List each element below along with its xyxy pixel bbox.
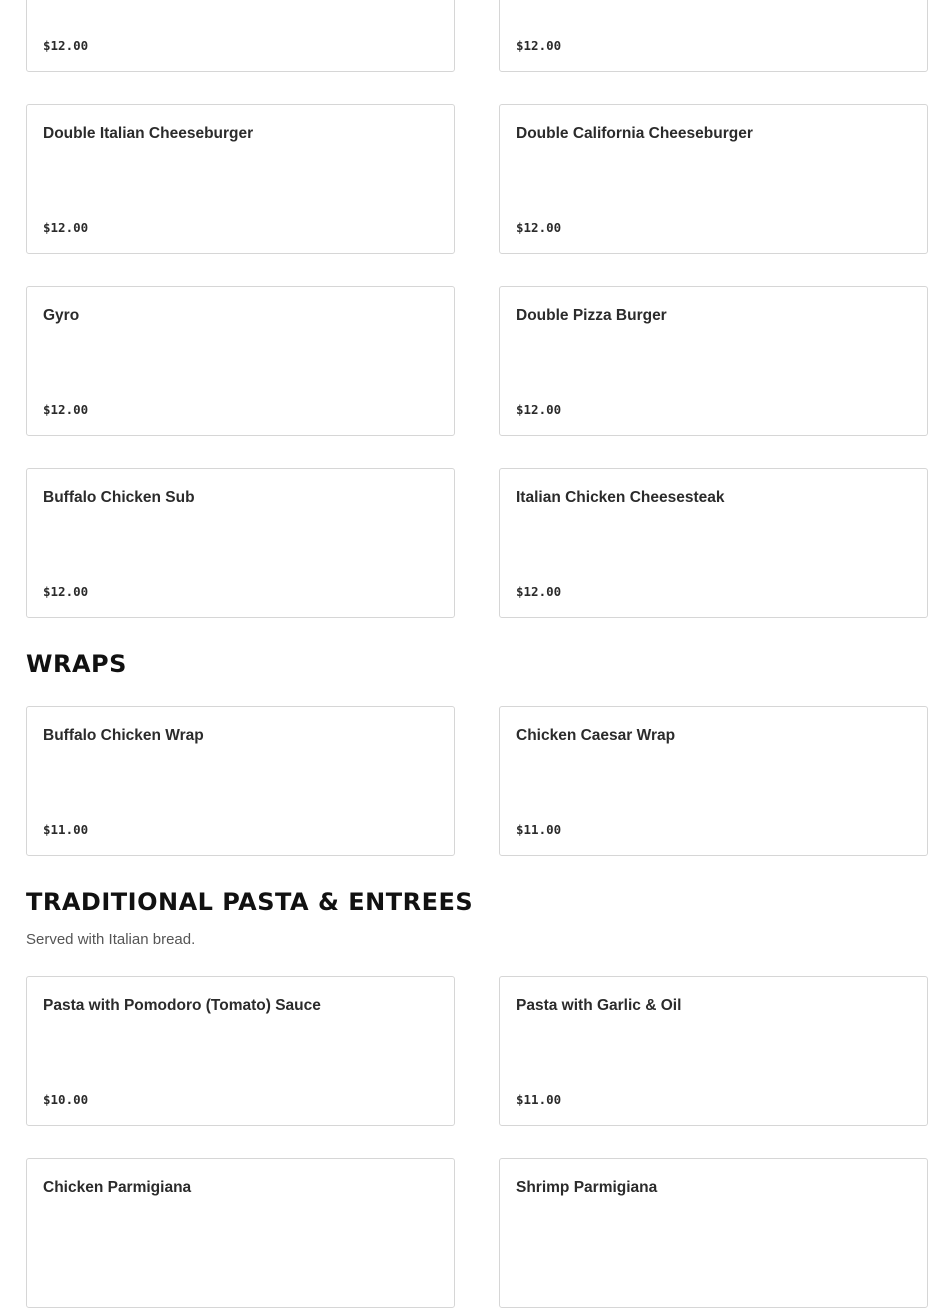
menu-item-card[interactable]: [26, 468, 455, 618]
menu-item-price: $12.00: [516, 402, 562, 417]
section-description: Served with Italian bread.: [26, 931, 196, 948]
menu-item-card[interactable]: [26, 286, 455, 436]
menu-item-name: Chicken Parmigiana: [43, 1179, 192, 1196]
menu-item-name: Pasta with Pomodoro (Tomato) Sauce: [43, 997, 321, 1014]
menu-item-card[interactable]: [499, 976, 928, 1126]
menu-item-name: Double California Cheeseburger: [516, 125, 753, 142]
menu-item-card[interactable]: [26, 706, 455, 856]
menu-item-price: $12.00: [43, 584, 89, 599]
menu-item-name: Buffalo Chicken Sub: [43, 489, 195, 506]
menu-item-price: $12.00: [43, 402, 89, 417]
menu-item-name: Pasta with Garlic & Oil: [516, 997, 682, 1014]
menu-item-card[interactable]: [499, 468, 928, 618]
menu-item-price: $11.00: [43, 822, 89, 837]
menu-item-price: $12.00: [43, 220, 89, 235]
menu-item-name: Chicken Caesar Wrap: [516, 727, 676, 744]
menu-item-card[interactable]: [26, 0, 455, 72]
menu-item-card[interactable]: [26, 1158, 455, 1308]
menu-item-card[interactable]: [499, 104, 928, 254]
menu-item-card[interactable]: [499, 1158, 928, 1308]
menu-item-price: $12.00: [516, 220, 562, 235]
section-title-pasta: TRADITIONAL PASTA & ENTREES: [26, 888, 474, 916]
menu-item-card[interactable]: [499, 286, 928, 436]
menu-item-price: $12.00: [43, 38, 89, 53]
menu-item-card[interactable]: [26, 976, 455, 1126]
menu-item-name: Italian Chicken Cheesesteak: [516, 489, 725, 506]
menu-item-name: Shrimp Parmigiana: [516, 1179, 658, 1196]
menu-item-name: Double Pizza Burger: [516, 307, 667, 324]
menu-item-name: Double Italian Cheeseburger: [43, 125, 254, 142]
menu-item-name: Gyro: [43, 307, 80, 324]
menu-item-price: $11.00: [516, 1092, 562, 1107]
menu-item-card[interactable]: [499, 706, 928, 856]
menu-item-card[interactable]: [26, 104, 455, 254]
section-title-wraps: WRAPS: [26, 650, 127, 678]
menu-item-price: $10.00: [43, 1092, 89, 1107]
menu-item-price: $12.00: [516, 584, 562, 599]
menu-item-price: $12.00: [516, 38, 562, 53]
menu-item-price: $11.00: [516, 822, 562, 837]
menu-item-card[interactable]: [499, 0, 928, 72]
menu-item-name: Buffalo Chicken Wrap: [43, 727, 204, 744]
